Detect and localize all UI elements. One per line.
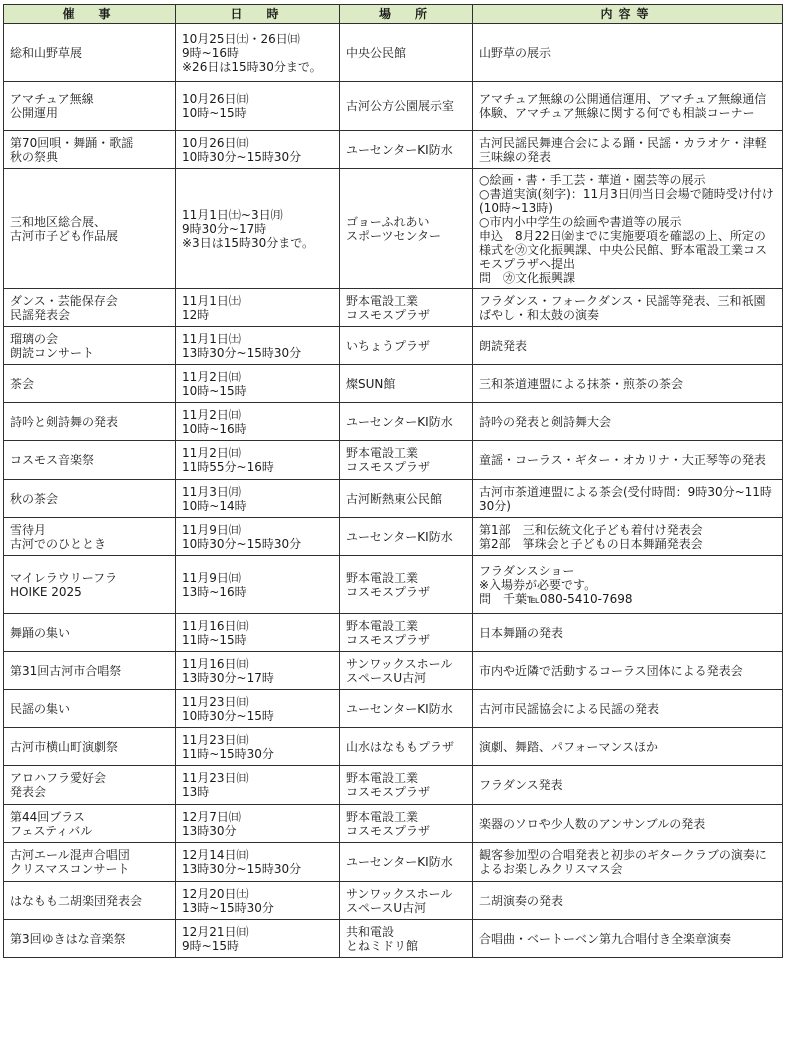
cell-event: 瑠璃の会 朗読コンサート: [4, 327, 176, 365]
cell-content: アマチュア無線の公開通信運用、アマチュア無線通信体験、アマチュア無線に関する何でも相談コーナー: [473, 82, 783, 131]
cell-place: サンワックスホール スペースU古河: [340, 652, 473, 690]
cell-datetime: 12月7日㈰ 13時30分: [176, 805, 340, 843]
cell-place: ユーセンターKI防水: [340, 403, 473, 441]
cell-place: ユーセンターKI防水: [340, 518, 473, 556]
table-row: [4, 690, 783, 728]
cell-event: 三和地区総合展、 古河市子ども作品展: [4, 169, 176, 289]
cell-place: 古河断熱東公民館: [340, 480, 473, 518]
cell-event: 雪待月 古河でのひととき: [4, 518, 176, 556]
cell-place: 燦SUN館: [340, 365, 473, 403]
cell-content: 古河市民謡協会による民謡の発表: [473, 690, 783, 728]
table-row: [4, 882, 783, 920]
cell-place: いちょうプラザ: [340, 327, 473, 365]
table-row: [4, 480, 783, 518]
cell-place: 野本電設工業 コスモスプラザ: [340, 441, 473, 480]
cell-datetime: 11月3日㈪ 10時~14時: [176, 480, 340, 518]
cell-place: 野本電設工業 コスモスプラザ: [340, 766, 473, 805]
cell-datetime: 11月2日㈰ 10時~16時: [176, 403, 340, 441]
cell-content: 古河民謡民舞連合会による踊・民謡・カラオケ・津軽三味線の発表: [473, 131, 783, 169]
cell-event: 民謡の集い: [4, 690, 176, 728]
cell-content: 童謡・コーラス・ギター・オカリナ・大正琴等の発表: [473, 441, 783, 480]
table-row: [4, 805, 783, 843]
table-row: [4, 289, 783, 327]
cell-content: 市内や近隣で活動するコーラス団体による発表会: [473, 652, 783, 690]
cell-place: ゴョーふれあい スポーツセンター: [340, 169, 473, 289]
table-row: [4, 441, 783, 480]
table-row: [4, 518, 783, 556]
cell-content: 古河市茶道連盟による茶会(受付時間：9時30分~11時30分): [473, 480, 783, 518]
cell-place: サンワックスホール スペースU古河: [340, 882, 473, 920]
cell-place: 共和電設 とねミドリ館: [340, 920, 473, 958]
cell-event: 第31回古河市合唱祭: [4, 652, 176, 690]
cell-event: 舞踊の集い: [4, 614, 176, 652]
cell-content: 第1部 三和伝統文化子ども着付け発表会 第2部 箏珠会と子どもの日本舞踊発表会: [473, 518, 783, 556]
cell-event: 第70回唄・舞踊・歌謡 秋の祭典: [4, 131, 176, 169]
cell-event: 秋の茶会: [4, 480, 176, 518]
table-row: [4, 403, 783, 441]
table-row: [4, 556, 783, 614]
cell-event: 総和山野草展: [4, 24, 176, 82]
cell-datetime: 12月20日㈯ 13時~15時30分: [176, 882, 340, 920]
table-row: [4, 728, 783, 766]
cell-event: 詩吟と剣詩舞の発表: [4, 403, 176, 441]
cell-content: フラダンスショー ※入場券が必要です。 問 千葉℡080-5410-7698: [473, 556, 783, 614]
table-row: [4, 169, 783, 289]
cell-datetime: 12月21日㈰ 9時~15時: [176, 920, 340, 958]
table-body: [4, 24, 783, 958]
cell-content: 三和茶道連盟による抹茶・煎茶の茶会: [473, 365, 783, 403]
cell-place: ユーセンターKI防水: [340, 843, 473, 882]
cell-datetime: 11月23日㈰ 11時~15時30分: [176, 728, 340, 766]
cell-datetime: 11月9日㈰ 13時~16時: [176, 556, 340, 614]
header-place: 場 所: [340, 5, 473, 24]
cell-content: 日本舞踊の発表: [473, 614, 783, 652]
cell-content: 山野草の展示: [473, 24, 783, 82]
header-datetime: 日 時: [176, 5, 340, 24]
table-row: [4, 365, 783, 403]
cell-place: ユーセンターKI防水: [340, 131, 473, 169]
table-row: [4, 327, 783, 365]
cell-datetime: 10月25日㈯・26日㈰ 9時~16時 ※26日は15時30分まで。: [176, 24, 340, 82]
cell-event: 第44回ブラス フェスティバル: [4, 805, 176, 843]
cell-place: 古河公方公園展示室: [340, 82, 473, 131]
cell-place: 野本電設工業 コスモスプラザ: [340, 805, 473, 843]
header-row: [4, 5, 783, 24]
cell-datetime: 11月16日㈰ 11時~15時: [176, 614, 340, 652]
header-content: 内容等: [473, 5, 783, 24]
table-row: [4, 843, 783, 882]
cell-content: 観客参加型の合唱発表と初歩のギタークラブの演奏によるお楽しみクリスマス会: [473, 843, 783, 882]
cell-event: 茶会: [4, 365, 176, 403]
cell-event: ダンス・芸能保存会 民謡発表会: [4, 289, 176, 327]
cell-datetime: 11月2日㈰ 11時55分~16時: [176, 441, 340, 480]
cell-event: 古河市横山町演劇祭: [4, 728, 176, 766]
cell-event: アマチュア無線 公開運用: [4, 82, 176, 131]
cell-content: 合唱曲・ベートーベン第九合唱付き全楽章演奏: [473, 920, 783, 958]
cell-content: 詩吟の発表と剣詩舞大会: [473, 403, 783, 441]
cell-place: 野本電設工業 コスモスプラザ: [340, 289, 473, 327]
cell-content: フラダンス発表: [473, 766, 783, 805]
cell-event: はなもも二胡楽団発表会: [4, 882, 176, 920]
table-row: [4, 920, 783, 958]
cell-place: 野本電設工業 コスモスプラザ: [340, 556, 473, 614]
table-row: [4, 24, 783, 82]
cell-content: 朗読発表: [473, 327, 783, 365]
table-row: [4, 652, 783, 690]
cell-event: マイレラウリーフラ HOIKE 2025: [4, 556, 176, 614]
cell-content: ○絵画・書・手工芸・華道・園芸等の展示 ○書道実演(刻字)：11月3日㈪当日会場で随時受け付け(10時~13時) ○市内小中学生の絵画や書道等の展示 申込 8月22日㈮までに実施要項を確認の上、所定の様式を㋕文化振興課、中央公民館、野本電設工業コスモスプラザへ提出 問 ㋕文化振興課: [473, 169, 783, 289]
cell-datetime: 11月2日㈰ 10時~15時: [176, 365, 340, 403]
table-row: [4, 131, 783, 169]
cell-datetime: 10月26日㈰ 10時30分~15時30分: [176, 131, 340, 169]
cell-event: コスモス音楽祭: [4, 441, 176, 480]
cell-content: フラダンス・フォークダンス・民謡等発表、三和祇園ばやし・和太鼓の演奏: [473, 289, 783, 327]
cell-datetime: 12月14日㈰ 13時30分~15時30分: [176, 843, 340, 882]
cell-place: ユーセンターKI防水: [340, 690, 473, 728]
cell-datetime: 11月23日㈰ 10時30分~15時: [176, 690, 340, 728]
cell-content: 二胡演奏の発表: [473, 882, 783, 920]
cell-place: 中央公民館: [340, 24, 473, 82]
events-table: [3, 4, 783, 958]
cell-datetime: 11月16日㈰ 13時30分~17時: [176, 652, 340, 690]
cell-datetime: 11月9日㈰ 10時30分~15時30分: [176, 518, 340, 556]
cell-event: 古河エール混声合唱団 クリスマスコンサート: [4, 843, 176, 882]
cell-datetime: 11月1日㈯ 12時: [176, 289, 340, 327]
cell-content: 演劇、舞踏、パフォーマンスほか: [473, 728, 783, 766]
cell-event: アロハフラ愛好会 発表会: [4, 766, 176, 805]
header-event: 催 事: [4, 5, 176, 24]
table-row: [4, 82, 783, 131]
table-row: [4, 766, 783, 805]
cell-datetime: 11月1日㈯~3日㈪ 9時30分~17時 ※3日は15時30分まで。: [176, 169, 340, 289]
cell-datetime: 11月23日㈰ 13時: [176, 766, 340, 805]
cell-event: 第3回ゆきはな音楽祭: [4, 920, 176, 958]
cell-place: 山水はなももプラザ: [340, 728, 473, 766]
cell-place: 野本電設工業 コスモスプラザ: [340, 614, 473, 652]
cell-datetime: 10月26日㈰ 10時~15時: [176, 82, 340, 131]
cell-content: 楽器のソロや少人数のアンサンブルの発表: [473, 805, 783, 843]
cell-datetime: 11月1日㈯ 13時30分~15時30分: [176, 327, 340, 365]
table-row: [4, 614, 783, 652]
